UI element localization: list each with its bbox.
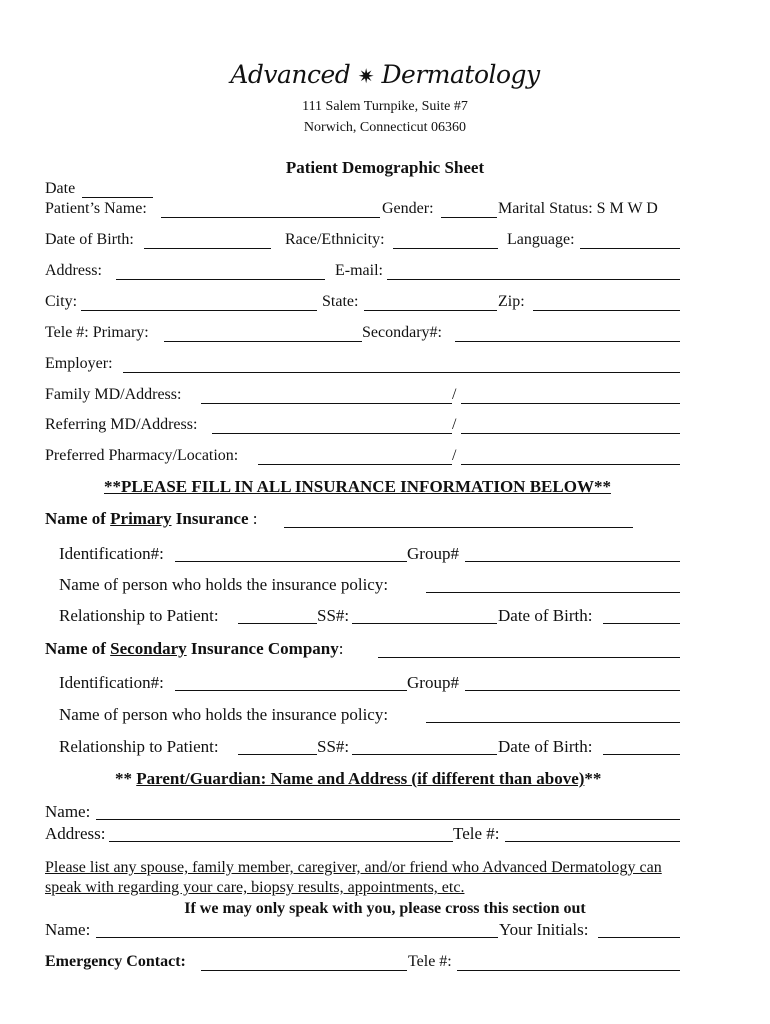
patient-name-field[interactable] <box>161 217 380 218</box>
secondary-holder-dob-label: Date of Birth: <box>498 737 593 756</box>
race-label: Race/Ethnicity: <box>285 231 385 248</box>
referring-md-field[interactable] <box>212 433 452 434</box>
primary-group-field[interactable] <box>465 561 680 562</box>
insurance-banner: **PLEASE FILL IN ALL INSURANCE INFORMATION BELOW** <box>104 477 611 496</box>
pharmacy-location-field[interactable] <box>461 464 680 465</box>
primary-holder-label: Name of person who holds the insurance policy: <box>59 575 389 594</box>
primary-holder-dob-field[interactable] <box>603 623 680 624</box>
emergency-contact-label: Emergency Contact: <box>45 953 186 970</box>
secondary-group-label: Group# <box>407 673 459 692</box>
practice-address-line1: 111 Salem Turnpike, Suite #7 <box>302 99 468 114</box>
guardian-heading: ** Parent/Guardian: Name and Address (if different than above)** <box>115 769 602 788</box>
race-field[interactable] <box>393 248 498 249</box>
date-field[interactable] <box>82 197 153 198</box>
employer-label: Employer: <box>45 355 113 372</box>
language-field[interactable] <box>580 248 680 249</box>
secondary-identification-field[interactable] <box>175 690 407 691</box>
secondary-insurance-label: Name of Secondary Insurance Company: <box>45 639 344 658</box>
state-field[interactable] <box>364 310 497 311</box>
primary-insurance-field[interactable] <box>284 527 633 528</box>
pharmacy-label: Preferred Pharmacy/Location: <box>45 447 239 464</box>
star-icon: ✷ <box>357 64 375 88</box>
initials-field[interactable] <box>598 937 680 938</box>
primary-relationship-field[interactable] <box>238 623 317 624</box>
guardian-tele-field[interactable] <box>505 841 680 842</box>
contacts-note-line1: Please list any spouse, family member, caregiver, and/or friend who Advanced Dermatology can <box>45 859 662 876</box>
family-md-label: Family MD/Address: <box>45 386 182 403</box>
guardian-address-field[interactable] <box>109 841 453 842</box>
secondary-holder-dob-field[interactable] <box>603 754 680 755</box>
zip-field[interactable] <box>533 310 680 311</box>
family-md-address-field[interactable] <box>461 403 680 404</box>
address-label: Address: <box>45 262 102 279</box>
employer-field[interactable] <box>123 372 680 373</box>
guardian-name-label: Name: <box>45 802 91 821</box>
tele-secondary-label: Secondary#: <box>362 324 442 341</box>
secondary-relationship-field[interactable] <box>238 754 317 755</box>
family-md-field[interactable] <box>201 403 452 404</box>
contact-name-field[interactable] <box>96 937 498 938</box>
primary-ss-label: SS#: <box>317 606 350 625</box>
primary-group-label: Group# <box>407 544 459 563</box>
marital-status-label: Marital Status: S M W D <box>498 200 658 217</box>
tele-primary-label: Tele #: Primary: <box>45 324 149 341</box>
guardian-address-label: Address: <box>45 824 106 843</box>
tele-secondary-field[interactable] <box>455 341 680 342</box>
secondary-ss-label: SS#: <box>317 737 350 756</box>
primary-holder-dob-label: Date of Birth: <box>498 606 593 625</box>
guardian-name-field[interactable] <box>96 819 680 820</box>
city-field[interactable] <box>81 310 317 311</box>
page-title: Patient Demographic Sheet <box>285 158 485 177</box>
tele-primary-field[interactable] <box>164 341 362 342</box>
practice-address-line2: Norwich, Connecticut 06360 <box>303 120 467 135</box>
secondary-holder-label: Name of person who holds the insurance policy: <box>59 705 389 724</box>
initials-label: Your Initials: <box>499 920 589 939</box>
guardian-tele-label: Tele #: <box>453 824 500 843</box>
patient-name-label: Patient’s Name: <box>45 200 147 217</box>
emergency-tele-field[interactable] <box>457 970 680 971</box>
primary-ss-field[interactable] <box>352 623 497 624</box>
email-label: E-mail: <box>335 262 383 279</box>
primary-insurance-label: Name of Primary Insurance : <box>45 509 258 528</box>
secondary-insurance-field[interactable] <box>378 657 680 658</box>
primary-relationship-label: Relationship to Patient: <box>59 606 219 625</box>
referring-md-label: Referring MD/Address: <box>45 416 198 433</box>
brand-name-right: Dermatology <box>381 60 540 89</box>
referring-md-slash: / <box>452 416 457 433</box>
contact-name-label: Name: <box>45 920 91 939</box>
secondary-identification-label: Identification#: <box>59 673 164 692</box>
secondary-ss-field[interactable] <box>352 754 497 755</box>
secondary-relationship-label: Relationship to Patient: <box>59 737 219 756</box>
primary-holder-field[interactable] <box>426 592 680 593</box>
city-label: City: <box>45 293 78 310</box>
secondary-holder-field[interactable] <box>426 722 680 723</box>
primary-identification-label: Identification#: <box>59 544 164 563</box>
date-label: Date <box>45 180 76 197</box>
referring-md-address-field[interactable] <box>461 433 680 434</box>
pharmacy-slash: / <box>452 447 457 464</box>
language-label: Language: <box>507 231 575 248</box>
dob-label: Date of Birth: <box>45 231 134 248</box>
pharmacy-field[interactable] <box>258 464 452 465</box>
cross-out-note: If we may only speak with you, please cross this section out <box>184 900 586 917</box>
primary-identification-field[interactable] <box>175 561 407 562</box>
state-label: State: <box>322 293 359 310</box>
email-field[interactable] <box>387 279 680 280</box>
secondary-group-field[interactable] <box>465 690 680 691</box>
gender-field[interactable] <box>441 217 497 218</box>
emergency-contact-field[interactable] <box>201 970 407 971</box>
emergency-tele-label: Tele #: <box>408 953 452 970</box>
practice-logo <box>0 60 770 89</box>
contacts-note-line2: speak with regarding your care, biopsy results, appointments, etc. <box>45 879 465 896</box>
zip-label: Zip: <box>498 293 525 310</box>
address-field[interactable] <box>116 279 325 280</box>
brand-name-left: Advanced <box>230 60 351 89</box>
family-md-slash: / <box>452 386 457 403</box>
dob-field[interactable] <box>144 248 271 249</box>
gender-label: Gender: <box>382 200 434 217</box>
